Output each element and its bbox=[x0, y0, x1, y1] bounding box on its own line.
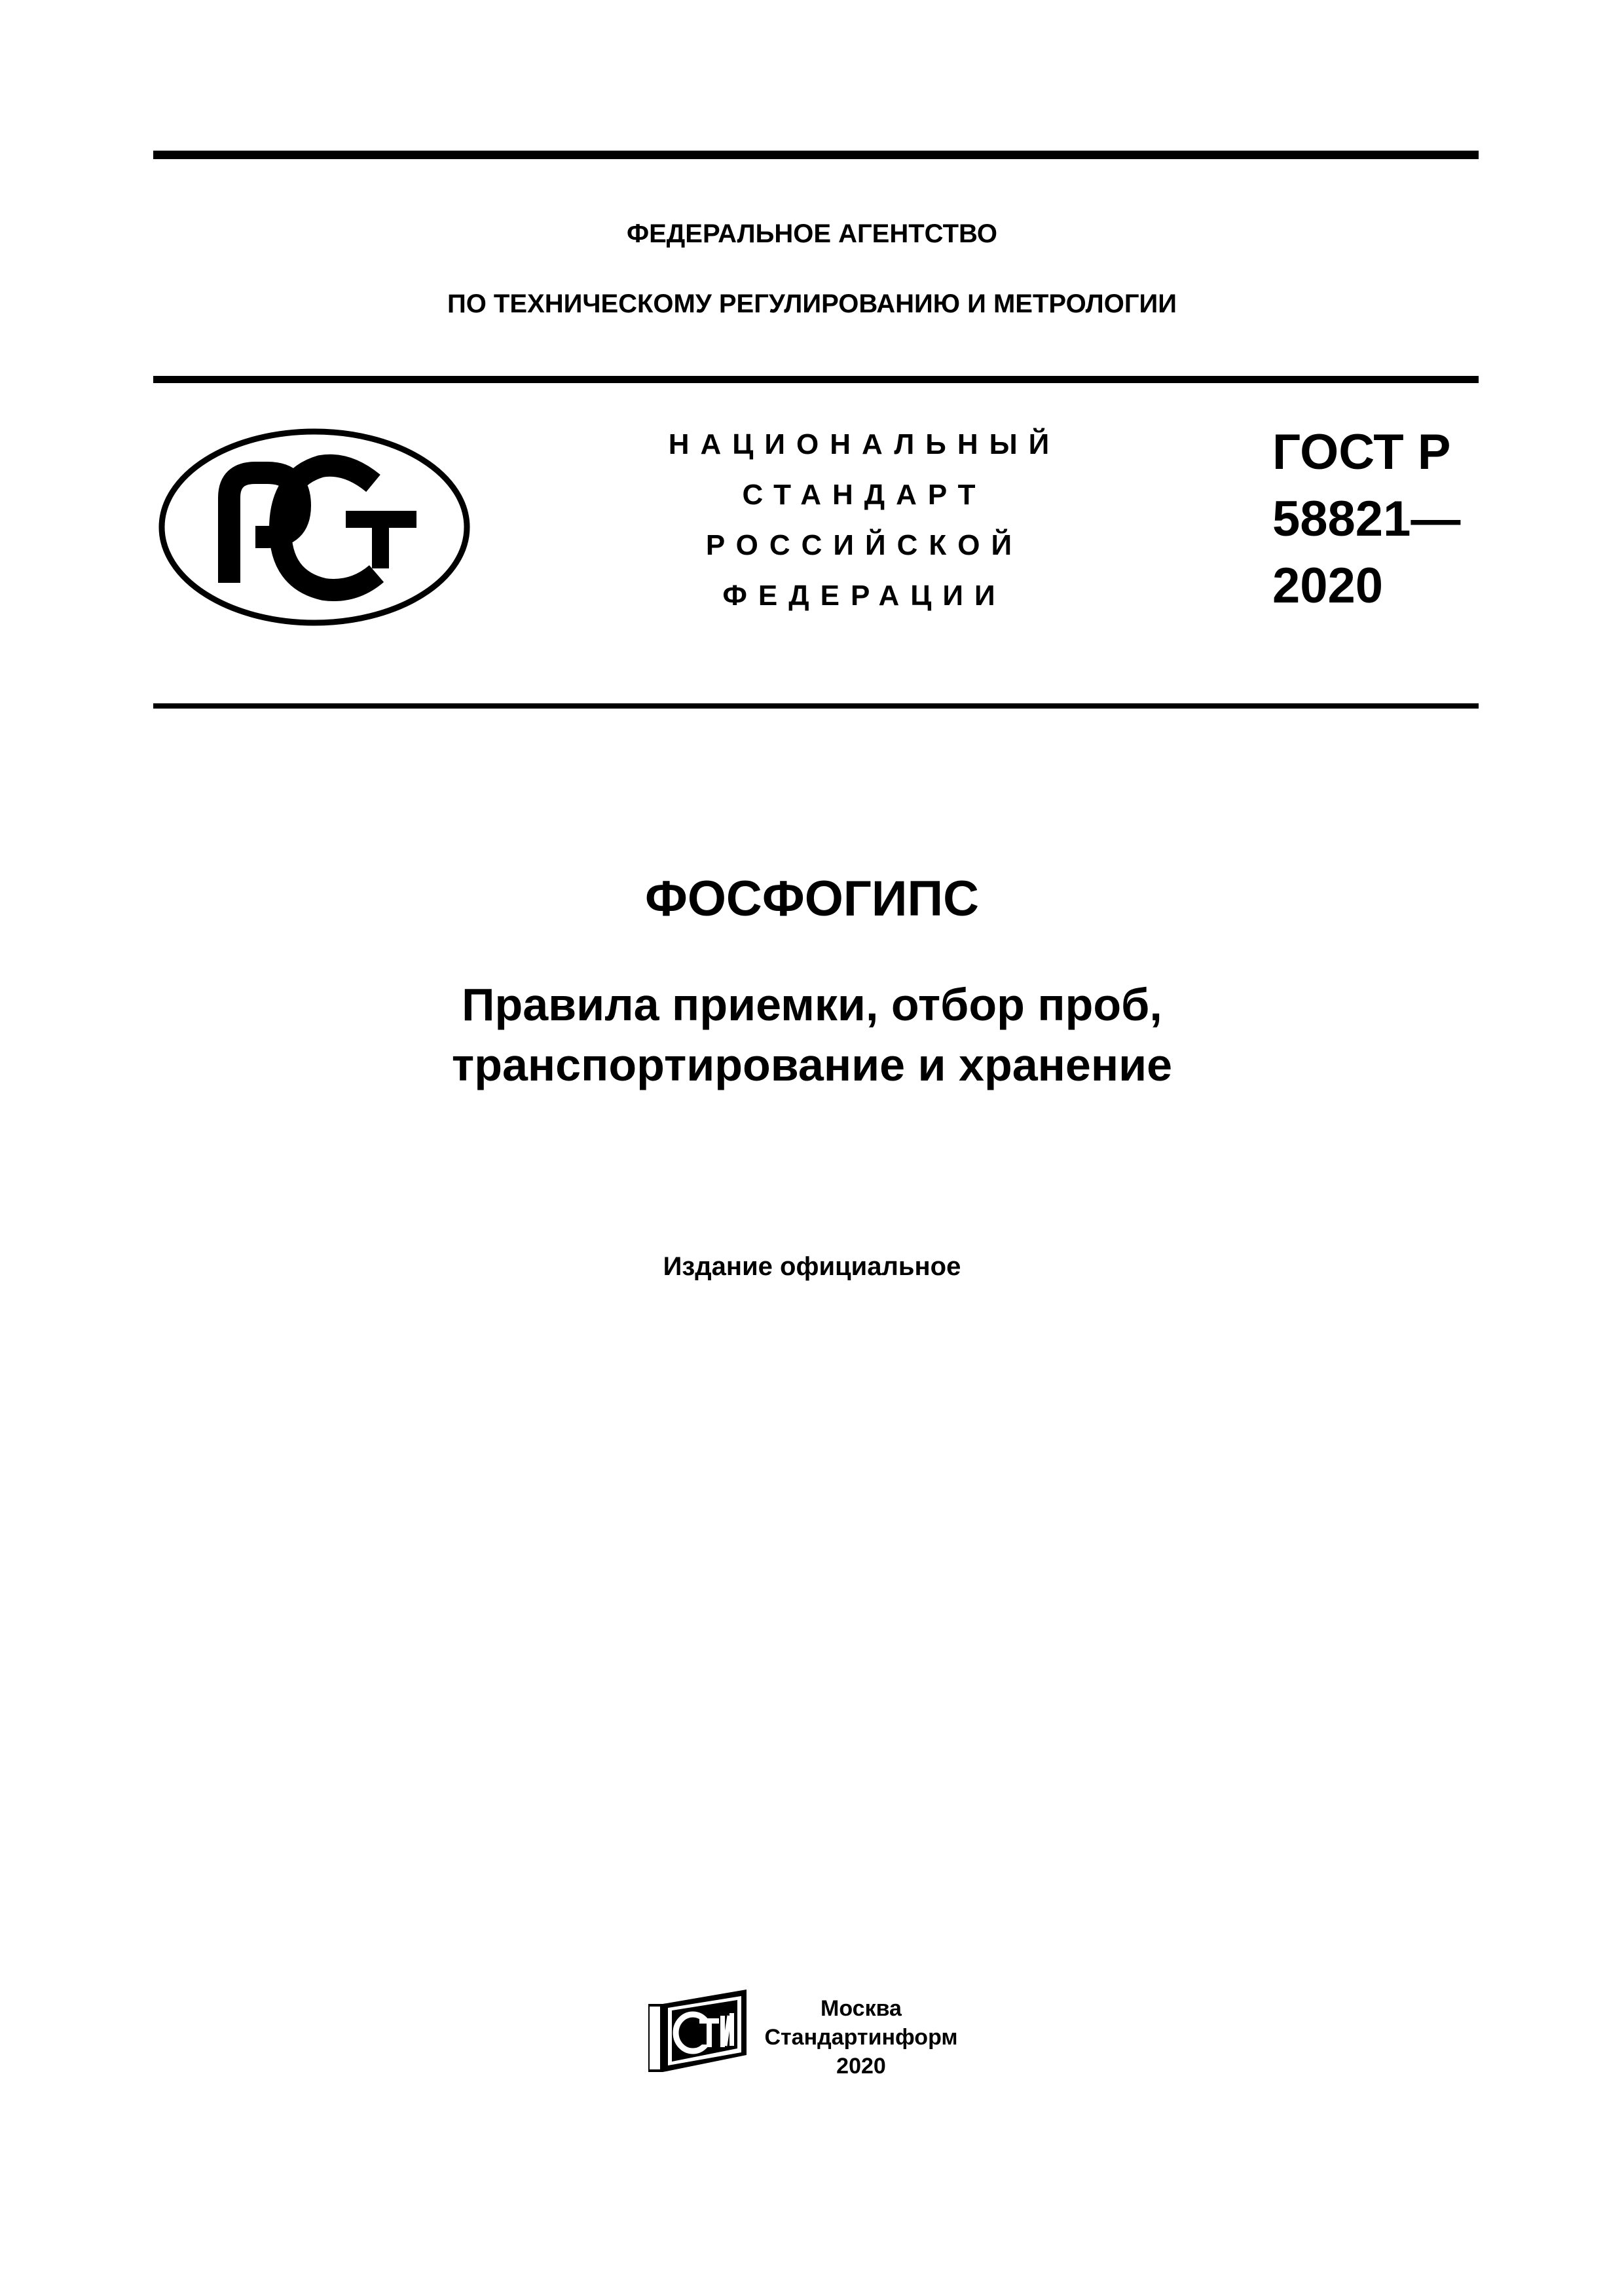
subtitle-line-2: транспортирование и хранение bbox=[451, 1039, 1173, 1090]
publication-year: 2020 bbox=[836, 2054, 886, 2079]
subtitle-line-1: Правила приемки, отбор проб, bbox=[462, 979, 1162, 1030]
document-title: ФОСФОГИПС bbox=[644, 871, 980, 927]
standard-type-line-1: НАЦИОНАЛЬНЫЙ bbox=[668, 428, 1061, 460]
designation-bottom-rule bbox=[153, 703, 1479, 709]
designation-line-3: 2020 bbox=[1272, 558, 1384, 614]
top-rule bbox=[153, 151, 1479, 159]
edition-label: Издание официальное bbox=[663, 1252, 961, 1281]
standard-type-line-3: РОССИЙСКОЙ bbox=[705, 529, 1024, 561]
designation-line-2: 58821— bbox=[1272, 491, 1461, 547]
standard-type-line-2: СТАНДАРТ bbox=[742, 479, 987, 511]
standard-type-line-4: ФЕДЕРАЦИИ bbox=[722, 580, 1006, 612]
header-divider-rule bbox=[153, 376, 1479, 383]
rst-certification-mark-icon bbox=[157, 426, 471, 629]
publisher-city: Москва bbox=[821, 1996, 902, 2021]
document-subtitle bbox=[0, 974, 1624, 1095]
standard-designation bbox=[1272, 419, 1482, 620]
agency-line-2: ПО ТЕХНИЧЕСКОМУ РЕГУЛИРОВАНИЮ И МЕТРОЛОГИИ bbox=[447, 289, 1177, 318]
agency-line-1: ФЕДЕРАЛЬНОЕ АГЕНТСТВО bbox=[626, 219, 998, 248]
publisher-imprint bbox=[760, 1994, 963, 2081]
standartinform-logo-icon bbox=[648, 1990, 747, 2072]
standard-type-label bbox=[602, 419, 1126, 621]
designation-line-1: ГОСТ Р bbox=[1272, 424, 1451, 480]
publisher-name: Стандартинформ bbox=[764, 2025, 958, 2050]
